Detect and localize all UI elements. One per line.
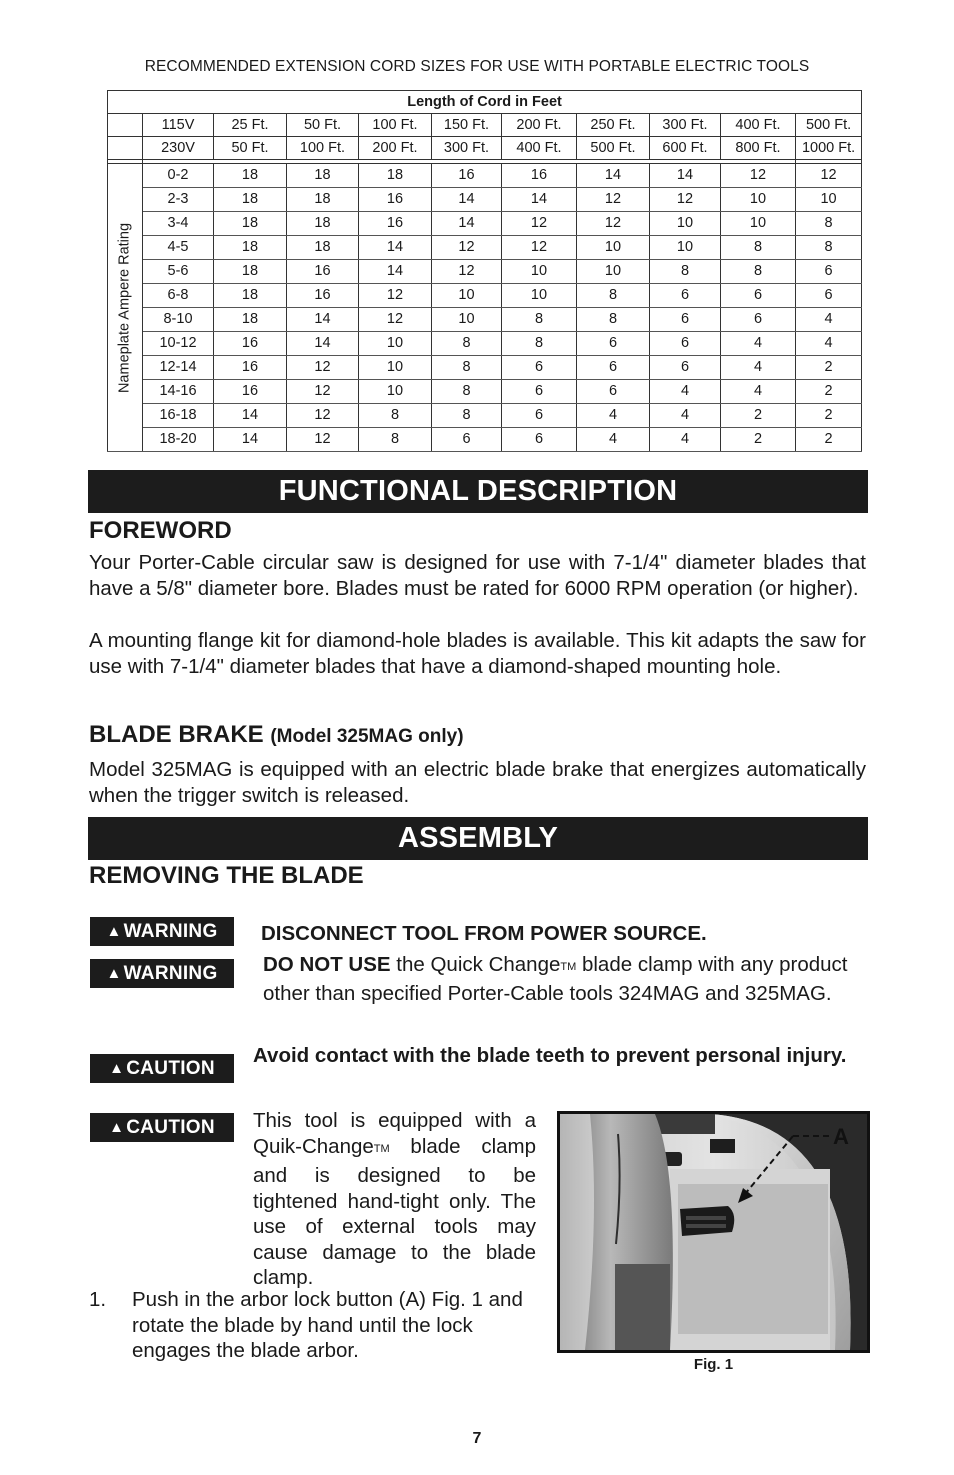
table-header-cell: 25 Ft. bbox=[214, 114, 287, 137]
table-cell: 8 bbox=[721, 236, 796, 260]
table-cell: 12 bbox=[796, 164, 862, 188]
blade-brake-paragraph: Model 325MAG is equipped with an electric blade brake that energizes automatically when the trigger switch is released. bbox=[89, 758, 866, 807]
table-cell: 12 bbox=[502, 236, 577, 260]
warning-badge bbox=[90, 917, 234, 946]
caution-badge bbox=[90, 1054, 234, 1083]
table-header-cell: 500 Ft. bbox=[796, 114, 862, 137]
extension-cord-table bbox=[107, 90, 862, 452]
table-cell: 4-5 bbox=[143, 236, 214, 260]
table-cell: 8 bbox=[359, 428, 432, 452]
table-header-title: Length of Cord in Feet bbox=[108, 91, 862, 114]
table-cell: 18 bbox=[287, 188, 359, 212]
removing-blade-heading: REMOVING THE BLADE bbox=[89, 862, 364, 889]
table-header-cell: 600 Ft. bbox=[650, 137, 721, 160]
table-cell: 14 bbox=[214, 428, 287, 452]
warning-2-bold: DO NOT USE bbox=[263, 953, 391, 976]
table-header-cell: 150 Ft. bbox=[432, 114, 502, 137]
table-cell: 10 bbox=[721, 212, 796, 236]
figure-callout-a: A bbox=[833, 1124, 849, 1149]
table-cell: 4 bbox=[650, 380, 721, 404]
caution-label: CAUTION bbox=[126, 1117, 215, 1138]
table-cell: 12 bbox=[650, 188, 721, 212]
table-cell: 12 bbox=[359, 284, 432, 308]
table-cell: 8-10 bbox=[143, 308, 214, 332]
table-header-cell: 200 Ft. bbox=[359, 137, 432, 160]
caution-2-text bbox=[253, 1108, 536, 1291]
table-cell: 10 bbox=[432, 308, 502, 332]
caution-2-part-b: blade clamp and is designed to be tightened hand-tight only. The use of external tools may cause damage to the blade clamp. bbox=[253, 1134, 536, 1289]
table-cell: 10 bbox=[502, 260, 577, 284]
table-cell: 4 bbox=[650, 428, 721, 452]
warning-1-text: DISCONNECT TOOL FROM POWER SOURCE. bbox=[261, 922, 707, 945]
table-cell: 12 bbox=[432, 260, 502, 284]
table-cell: 8 bbox=[796, 212, 862, 236]
warning-triangle-icon: ▲ bbox=[106, 923, 122, 940]
table-cell: 18 bbox=[287, 236, 359, 260]
warning-badge bbox=[90, 959, 234, 988]
table-cell: 8 bbox=[796, 236, 862, 260]
warning-2-part-a: the Quick Change bbox=[390, 953, 561, 976]
table-cell: 8 bbox=[432, 356, 502, 380]
page-number: 7 bbox=[472, 1430, 482, 1447]
table-row bbox=[108, 332, 862, 356]
caution-triangle-icon: ▲ bbox=[109, 1060, 125, 1077]
warning-2-text bbox=[263, 952, 863, 1006]
table-header-cell: 400 Ft. bbox=[721, 114, 796, 137]
table-cell: 2 bbox=[796, 428, 862, 452]
table-cell: 14 bbox=[650, 164, 721, 188]
table-cell: 6 bbox=[502, 428, 577, 452]
foreword-paragraph-1: Your Porter-Cable circular saw is designed for use with 7-1/4" diameter blades that have a 5/8" diameter bore. Blades must be rated for 6000 RPM operation (or higher). bbox=[89, 551, 866, 600]
blade-brake-subtitle: (Model 325MAG only) bbox=[270, 726, 464, 747]
table-cell: 12 bbox=[502, 212, 577, 236]
table-cell: 4 bbox=[577, 428, 650, 452]
blade-brake-heading bbox=[89, 721, 464, 749]
table-header-cell: 1000 Ft. bbox=[796, 137, 862, 160]
table-cell: 10 bbox=[796, 188, 862, 212]
table-header-cell: 115V bbox=[143, 114, 214, 137]
table-cell: 12 bbox=[721, 164, 796, 188]
table-cell: 5-6 bbox=[143, 260, 214, 284]
table-cell: 10 bbox=[577, 260, 650, 284]
table-cell: 6-8 bbox=[143, 284, 214, 308]
table-row-115v bbox=[108, 114, 862, 137]
table-cell: 16 bbox=[502, 164, 577, 188]
saw-illustration bbox=[560, 1114, 867, 1350]
table-cell: 14 bbox=[287, 308, 359, 332]
table-header-cell: 300 Ft. bbox=[432, 137, 502, 160]
table-row bbox=[108, 380, 862, 404]
caution-1-text: Avoid contact with the blade teeth to prevent personal injury. bbox=[253, 1044, 847, 1067]
table-cell: 2 bbox=[796, 380, 862, 404]
foreword-heading: FOREWORD bbox=[89, 517, 232, 544]
table-header-cell: 230V bbox=[143, 137, 214, 160]
table-cell: 8 bbox=[577, 308, 650, 332]
table-cell: 18 bbox=[214, 308, 287, 332]
table-cell: 18 bbox=[214, 236, 287, 260]
table-cell: 8 bbox=[502, 332, 577, 356]
table-cell: 10 bbox=[502, 284, 577, 308]
table-cell: 18 bbox=[214, 188, 287, 212]
table-cell: 14 bbox=[432, 188, 502, 212]
table-cell: 6 bbox=[650, 284, 721, 308]
table-cell: 12-14 bbox=[143, 356, 214, 380]
table-cell: 6 bbox=[796, 260, 862, 284]
table-header-cell: 300 Ft. bbox=[650, 114, 721, 137]
table-cell: 14 bbox=[432, 212, 502, 236]
warning-2-part-b: blade clamp with any product other than specified Porter-Cable tools 324MAG and 325MAG. bbox=[263, 953, 848, 1005]
table-cell: 2-3 bbox=[143, 188, 214, 212]
table-row bbox=[108, 212, 862, 236]
table-row bbox=[108, 164, 862, 188]
table-cell: 4 bbox=[796, 332, 862, 356]
table-cell: 4 bbox=[721, 380, 796, 404]
trademark-mark: TM bbox=[373, 1142, 390, 1155]
warning-label: WARNING bbox=[123, 963, 218, 984]
table-cell: 2 bbox=[796, 404, 862, 428]
table-cell: 2 bbox=[796, 356, 862, 380]
table-cell: 3-4 bbox=[143, 212, 214, 236]
foreword-paragraph-2: A mounting flange kit for diamond-hole blades is available. This kit adapts the saw for use with 7-1/4" diameter blades that have a diamond-shaped mounting hole. bbox=[89, 629, 866, 678]
table-cell: 6 bbox=[502, 404, 577, 428]
table-cell: 10 bbox=[721, 188, 796, 212]
table-cell: 16 bbox=[287, 260, 359, 284]
table-cell: 6 bbox=[796, 284, 862, 308]
functional-description-banner: FUNCTIONAL DESCRIPTION bbox=[88, 470, 868, 513]
table-cell: 14 bbox=[287, 332, 359, 356]
table-row bbox=[108, 308, 862, 332]
table-cell: 6 bbox=[577, 332, 650, 356]
table-cell: 8 bbox=[432, 332, 502, 356]
table-cell: 8 bbox=[577, 284, 650, 308]
table-cell: 16-18 bbox=[143, 404, 214, 428]
table-cell: 18-20 bbox=[143, 428, 214, 452]
table-cell: 18 bbox=[214, 164, 287, 188]
table-header-cell: 100 Ft. bbox=[359, 114, 432, 137]
table-row-230v bbox=[108, 137, 862, 160]
table-cell: 16 bbox=[359, 212, 432, 236]
figure-caption: Fig. 1 bbox=[693, 1356, 734, 1373]
table-cell: 18 bbox=[214, 260, 287, 284]
table-cell: 8 bbox=[650, 260, 721, 284]
table-cell: 14-16 bbox=[143, 380, 214, 404]
table-cell: 8 bbox=[359, 404, 432, 428]
table-cell: 10 bbox=[359, 332, 432, 356]
trademark-mark: TM bbox=[560, 961, 577, 973]
table-cell: 12 bbox=[287, 356, 359, 380]
table-cell: 18 bbox=[214, 212, 287, 236]
step-1-text: Push in the arbor lock button (A) Fig. 1 and rotate the blade by hand until the lock engages the blade arbor. bbox=[132, 1288, 523, 1362]
table-cell: 6 bbox=[502, 356, 577, 380]
table-cell: 4 bbox=[721, 332, 796, 356]
figure-1-photo bbox=[557, 1111, 870, 1353]
table-header-cell: 50 Ft. bbox=[287, 114, 359, 137]
table-cell: 12 bbox=[359, 308, 432, 332]
table-header-cell: 800 Ft. bbox=[721, 137, 796, 160]
table-cell: 16 bbox=[214, 380, 287, 404]
ampere-rating-label-cell bbox=[108, 164, 143, 452]
warning-label: WARNING bbox=[123, 921, 218, 942]
table-cell: 12 bbox=[577, 212, 650, 236]
table-caption: RECOMMENDED EXTENSION CORD SIZES FOR USE WITH PORTABLE ELECTRIC TOOLS bbox=[144, 58, 810, 75]
ampere-rating-label: Nameplate Ampere Rating bbox=[116, 222, 133, 393]
table-cell: 14 bbox=[214, 404, 287, 428]
table-cell: 0-2 bbox=[143, 164, 214, 188]
table-header-cell: 400 Ft. bbox=[502, 137, 577, 160]
assembly-banner: ASSEMBLY bbox=[88, 817, 868, 860]
table-cell: 12 bbox=[577, 188, 650, 212]
caution-triangle-icon: ▲ bbox=[109, 1119, 125, 1136]
table-cell: 6 bbox=[502, 380, 577, 404]
table-cell: 14 bbox=[359, 260, 432, 284]
table-cell: 16 bbox=[432, 164, 502, 188]
table-cell: 8 bbox=[432, 380, 502, 404]
table-cell: 8 bbox=[502, 308, 577, 332]
blade-brake-title: BLADE BRAKE bbox=[89, 721, 264, 748]
table-cell: 14 bbox=[577, 164, 650, 188]
table-row bbox=[108, 428, 862, 452]
table-cell: 10-12 bbox=[143, 332, 214, 356]
table-cell: 4 bbox=[650, 404, 721, 428]
table-cell: 18 bbox=[359, 164, 432, 188]
table-header-cell: 100 Ft. bbox=[287, 137, 359, 160]
table-row bbox=[108, 260, 862, 284]
table-cell: 10 bbox=[359, 356, 432, 380]
table-cell: 4 bbox=[577, 404, 650, 428]
table-row bbox=[108, 284, 862, 308]
table-cell: 6 bbox=[577, 356, 650, 380]
table-cell: 8 bbox=[721, 260, 796, 284]
table-header-cell: 50 Ft. bbox=[214, 137, 287, 160]
table-cell: 6 bbox=[650, 332, 721, 356]
table-cell: 4 bbox=[796, 308, 862, 332]
table-cell: 12 bbox=[432, 236, 502, 260]
table-cell: 16 bbox=[359, 188, 432, 212]
table-cell: 14 bbox=[502, 188, 577, 212]
table-row bbox=[108, 236, 862, 260]
table-cell: 10 bbox=[359, 380, 432, 404]
table-cell: 10 bbox=[650, 212, 721, 236]
caution-2-part-a: This tool is equipped with a Quik-Change bbox=[253, 1109, 536, 1158]
table-cell: 16 bbox=[214, 356, 287, 380]
table-cell: 12 bbox=[287, 380, 359, 404]
table-cell: 8 bbox=[432, 404, 502, 428]
table-row bbox=[108, 404, 862, 428]
table-cell: 6 bbox=[650, 308, 721, 332]
warning-triangle-icon: ▲ bbox=[106, 965, 122, 982]
table-cell: 18 bbox=[287, 164, 359, 188]
table-cell: 10 bbox=[577, 236, 650, 260]
table-cell: 10 bbox=[650, 236, 721, 260]
table-cell: 6 bbox=[721, 284, 796, 308]
table-cell: 18 bbox=[214, 284, 287, 308]
table-cell: 6 bbox=[650, 356, 721, 380]
table-cell: 12 bbox=[287, 428, 359, 452]
table-cell: 6 bbox=[721, 308, 796, 332]
table-cell: 14 bbox=[359, 236, 432, 260]
table-row bbox=[108, 356, 862, 380]
table-cell: 16 bbox=[287, 284, 359, 308]
step-1-number: 1. bbox=[89, 1288, 107, 1311]
table-cell: 10 bbox=[432, 284, 502, 308]
table-row bbox=[108, 188, 862, 212]
table-cell: 16 bbox=[214, 332, 287, 356]
table-header-cell: 250 Ft. bbox=[577, 114, 650, 137]
table-cell: 18 bbox=[287, 212, 359, 236]
table-cell: 6 bbox=[577, 380, 650, 404]
table-cell: 6 bbox=[432, 428, 502, 452]
table-cell: 4 bbox=[721, 356, 796, 380]
table-header-cell: 200 Ft. bbox=[502, 114, 577, 137]
caution-badge bbox=[90, 1113, 234, 1142]
table-cell: 12 bbox=[287, 404, 359, 428]
table-cell: 2 bbox=[721, 404, 796, 428]
caution-label: CAUTION bbox=[126, 1058, 215, 1079]
table-header-cell: 500 Ft. bbox=[577, 137, 650, 160]
table-cell: 2 bbox=[721, 428, 796, 452]
